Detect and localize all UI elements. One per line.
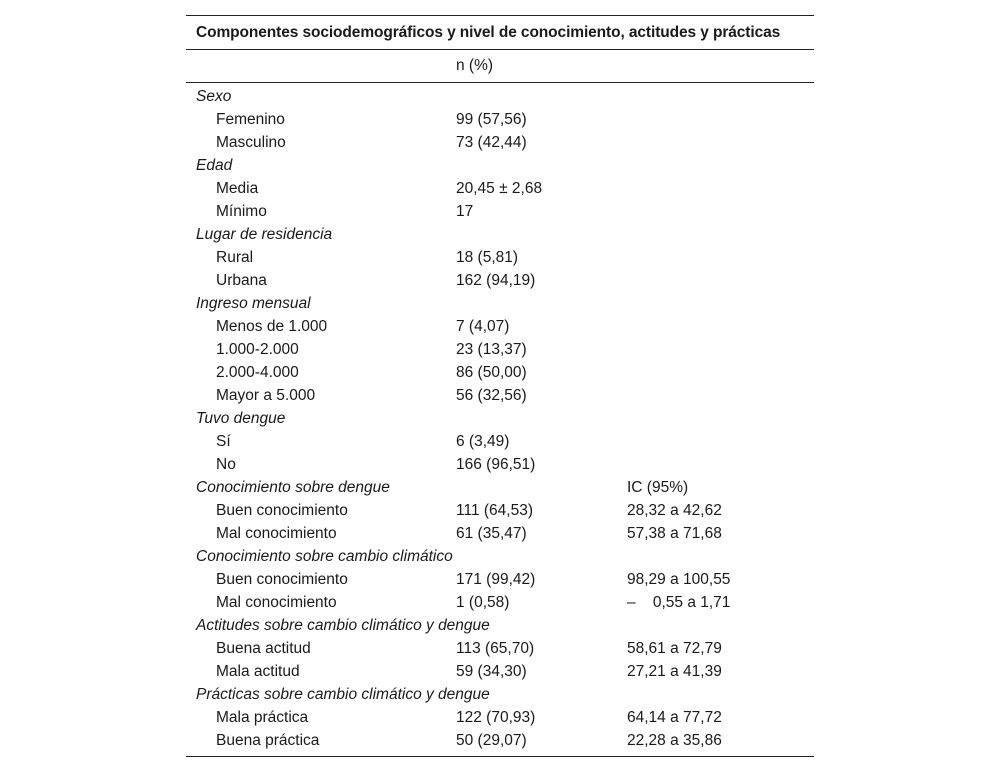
n-percent-value: 1 (0,58) [456,594,510,611]
table-section-row [186,154,814,177]
ci-value: 57,38 a 71,68 [627,525,722,542]
row-label: Rural [216,249,254,266]
table-header [186,50,814,83]
table-section-row [186,85,814,108]
row-label: 2.000-4.000 [216,364,299,381]
n-percent-value: 122 (70,93) [456,709,536,726]
row-label: Buena práctica [216,732,320,749]
row-label: Media [216,180,259,197]
ci-value: 27,21 a 41,39 [627,663,722,680]
table-row [186,729,814,752]
row-label: Masculino [216,134,286,151]
n-percent-value: 56 (32,56) [456,387,527,404]
section-label: Conocimiento sobre dengue [196,479,390,496]
table-row [186,200,814,223]
row-label: Urbana [216,272,267,289]
table-row [186,131,814,154]
n-percent-value: 171 (99,42) [456,571,536,588]
row-label: Mal conocimiento [216,594,337,611]
table-title: Componentes sociodemográficos y nivel de conocimiento, actitudes y prácticas [186,16,814,50]
table-row [186,384,814,407]
table-row [186,246,814,269]
section-label: Prácticas sobre cambio climático y dengue [196,686,490,703]
ci-value: – 0,55 a 1,71 [627,594,731,611]
n-percent-value: 20,45 ± 2,68 [456,180,543,197]
table-row [186,361,814,384]
table-section-row [186,407,814,430]
n-percent-value: 86 (50,00) [456,364,527,381]
ci-value: 28,32 a 42,62 [627,502,722,519]
n-percent-value: 166 (96,51) [456,456,536,473]
n-percent-value: 59 (34,30) [456,663,527,680]
ci-value: 98,29 a 100,55 [627,571,731,588]
table-row [186,522,814,545]
n-percent-value: 17 [456,203,474,220]
ci-value: 22,28 a 35,86 [627,732,722,749]
table-section-row [186,545,814,568]
table-row [186,706,814,729]
row-label: Mala práctica [216,709,309,726]
table-section-row [186,223,814,246]
ci-value: 64,14 a 77,72 [627,709,722,726]
n-percent-value: 73 (42,44) [456,134,527,151]
n-percent-value: 113 (65,70) [456,640,535,657]
section-label: Edad [196,157,233,174]
n-percent-value: 23 (13,37) [456,341,527,358]
row-label: Femenino [216,111,285,128]
section-label: Actitudes sobre cambio climático y dengue [196,617,490,634]
ci-value: 58,61 a 72,79 [627,640,722,657]
table-row [186,591,814,614]
n-percent-value: 99 (57,56) [456,111,527,128]
table-row [186,315,814,338]
section-label: Conocimiento sobre cambio climático [196,548,453,565]
row-label: Buen conocimiento [216,502,348,519]
table-row [186,430,814,453]
table-body [186,83,814,757]
n-percent-value: 6 (3,49) [456,433,510,450]
row-label: No [216,456,236,473]
n-percent-value: 111 (64,53) [456,502,533,519]
n-percent-value: 50 (29,07) [456,732,527,749]
section-label: Ingreso mensual [196,295,311,312]
table-row [186,338,814,361]
table-row [186,177,814,200]
table-row [186,269,814,292]
table-section-row [186,683,814,706]
row-label: Mayor a 5.000 [216,387,316,404]
n-percent-value: 7 (4,07) [456,318,510,335]
row-label: Buen conocimiento [216,571,348,588]
row-label: Mal conocimiento [216,525,337,542]
n-percent-value: 18 (5,81) [456,249,519,266]
row-label: Menos de 1.000 [216,318,328,335]
n-percent-value: 162 (94,19) [456,272,536,289]
table-row [186,499,814,522]
section-label: Lugar de residencia [196,226,333,243]
table-section-row [186,292,814,315]
table-row [186,660,814,683]
data-table [186,15,814,757]
row-label: Mínimo [216,203,267,220]
row-label: 1.000-2.000 [216,341,299,358]
section-label: Tuvo dengue [196,410,286,427]
table-row [186,568,814,591]
table-row [186,637,814,660]
table-row [186,453,814,476]
row-label: Sí [216,433,231,450]
table-section-row [186,476,814,499]
header-n-percent: n (%) [456,57,494,74]
table-row [186,108,814,131]
row-label: Buena actitud [216,640,311,657]
row-label: Mala actitud [216,663,300,680]
ci-value: IC (95%) [627,479,689,496]
n-percent-value: 61 (35,47) [456,525,527,542]
section-label: Sexo [196,88,232,105]
table-section-row [186,614,814,637]
